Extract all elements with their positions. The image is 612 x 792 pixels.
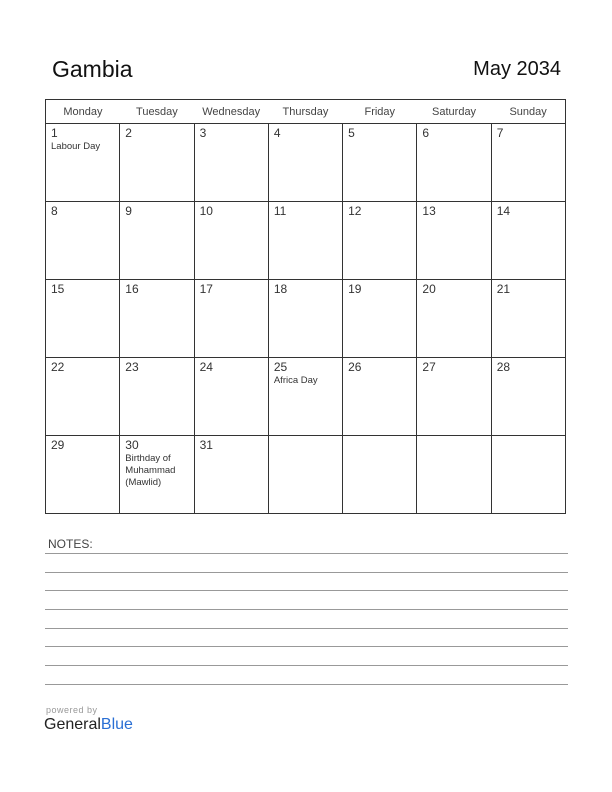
day-cell <box>491 436 565 514</box>
day-number: 4 <box>273 126 281 140</box>
day-number: 26 <box>348 360 362 374</box>
week-row <box>46 202 566 280</box>
day-cell <box>417 436 491 514</box>
calendar-grid <box>45 99 566 514</box>
day-cell <box>491 202 565 280</box>
weekday-header: Wednesday <box>194 100 268 124</box>
day-number: 1 <box>51 126 58 140</box>
day-number: 27 <box>422 360 436 374</box>
country-title: Gambia <box>52 56 133 82</box>
note-line <box>45 684 568 685</box>
powered-by-text: powered by <box>46 705 98 715</box>
day-number: 31 <box>199 438 213 452</box>
day-cell <box>417 280 491 358</box>
day-cell <box>268 124 342 202</box>
day-number: 3 <box>199 126 207 140</box>
day-number: 6 <box>422 126 430 140</box>
brand-blue: Blue <box>100 716 133 733</box>
day-cell <box>417 202 491 280</box>
day-number: 14 <box>496 204 511 218</box>
day-cell <box>491 124 565 202</box>
note-line <box>45 553 568 554</box>
day-cell <box>46 358 120 436</box>
weekday-header: Friday <box>343 100 417 124</box>
day-number: 5 <box>348 126 355 140</box>
day-number: 12 <box>348 204 362 218</box>
day-cell <box>46 280 120 358</box>
day-cell <box>343 280 417 358</box>
month-year-title: May 2034 <box>473 58 561 80</box>
day-number: 25 <box>273 360 288 374</box>
holiday-label: Africa Day <box>273 375 318 386</box>
brand-general: General <box>44 716 101 733</box>
weekday-header: Sunday <box>491 100 565 124</box>
note-line <box>45 646 568 647</box>
day-number: 13 <box>422 204 436 218</box>
weekday-header: Saturday <box>417 100 491 124</box>
day-cell <box>194 280 268 358</box>
day-number: 2 <box>125 126 132 140</box>
note-line <box>45 665 568 666</box>
day-number: 19 <box>348 282 362 296</box>
week-row <box>46 358 566 436</box>
note-line <box>45 628 568 629</box>
weekday-header: Thursday <box>268 100 342 124</box>
day-cell <box>268 202 342 280</box>
day-cell <box>194 124 268 202</box>
week-row <box>46 124 566 202</box>
day-number: 23 <box>125 360 139 374</box>
notes-label: NOTES: <box>48 537 93 551</box>
day-number: 11 <box>273 204 287 218</box>
day-cell <box>268 436 342 514</box>
day-cell <box>46 436 120 514</box>
day-cell <box>343 124 417 202</box>
day-number: 15 <box>51 282 65 296</box>
week-row <box>46 436 566 514</box>
day-cell <box>417 358 491 436</box>
day-cell <box>46 202 120 280</box>
day-cell <box>120 436 194 514</box>
holiday-label: Labour Day <box>51 141 101 152</box>
day-cell <box>268 280 342 358</box>
day-number: 18 <box>273 282 288 296</box>
day-number: 16 <box>125 282 139 296</box>
day-cell <box>417 124 491 202</box>
day-cell <box>194 202 268 280</box>
day-cell <box>343 358 417 436</box>
day-cell <box>120 358 194 436</box>
day-number: 20 <box>422 282 436 296</box>
day-number: 28 <box>496 360 511 374</box>
note-line <box>45 572 568 573</box>
day-number: 7 <box>496 126 504 140</box>
day-cell <box>343 436 417 514</box>
weekday-header: Tuesday <box>120 100 194 124</box>
brand-logo <box>44 716 133 734</box>
day-cell <box>120 124 194 202</box>
week-row <box>46 280 566 358</box>
day-cell <box>120 280 194 358</box>
day-cell <box>194 358 268 436</box>
day-number: 17 <box>199 282 213 296</box>
day-number: 29 <box>51 438 65 452</box>
weekday-header-row <box>46 100 566 124</box>
day-number: 21 <box>496 282 511 296</box>
day-number: 30 <box>125 438 139 452</box>
weekday-header: Monday <box>46 100 120 124</box>
note-line <box>45 590 568 591</box>
day-cell <box>268 358 342 436</box>
day-cell <box>491 280 565 358</box>
day-cell <box>194 436 268 514</box>
day-cell <box>491 358 565 436</box>
day-number: 9 <box>125 204 132 218</box>
day-number: 8 <box>51 204 58 218</box>
day-cell <box>120 202 194 280</box>
note-line <box>45 609 568 610</box>
day-number: 24 <box>199 360 213 374</box>
day-cell <box>343 202 417 280</box>
day-number: 10 <box>199 204 213 218</box>
day-number: 22 <box>51 360 65 374</box>
holiday-label: Birthday of Muhammad (Mawlid) <box>125 453 176 488</box>
day-cell <box>46 124 120 202</box>
